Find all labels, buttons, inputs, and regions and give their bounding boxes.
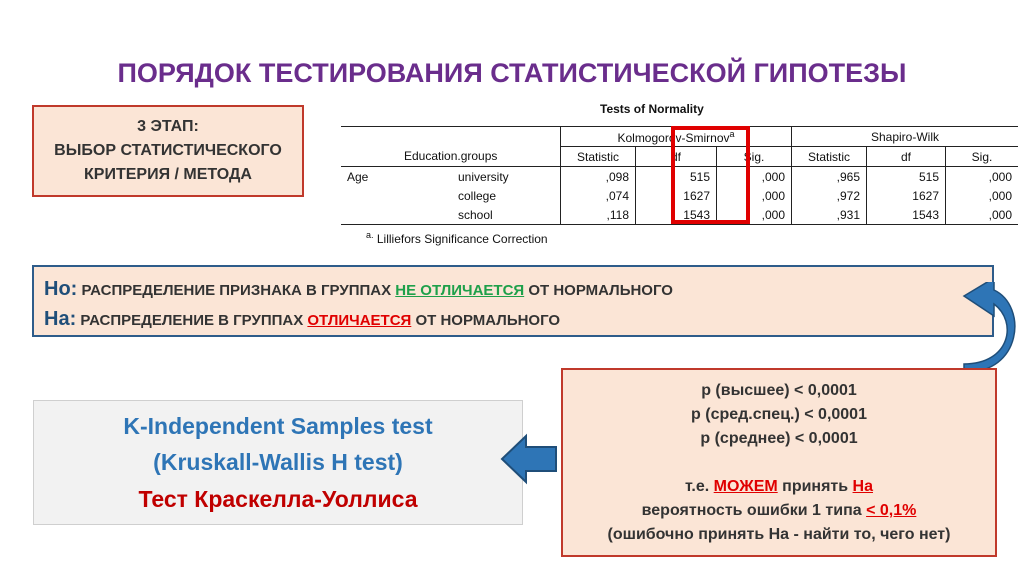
col-header-group: Education.groups bbox=[398, 147, 561, 167]
normality-table bbox=[341, 126, 1018, 225]
row-variable: Age bbox=[347, 169, 369, 184]
table-row bbox=[341, 186, 1018, 205]
cell-sw-df: 515 bbox=[867, 167, 946, 187]
cell-sw-stat: ,965 bbox=[792, 167, 867, 187]
table-title: Tests of Normality bbox=[600, 102, 704, 116]
table-row bbox=[341, 167, 1018, 187]
stage-number: 3 ЭТАП: bbox=[137, 118, 199, 135]
cell-sw-stat: ,931 bbox=[792, 205, 867, 225]
error-note: (ошибочно принять На - найти то, чего нет) bbox=[607, 526, 951, 543]
ks-group-header: Kolmogorov-Smirnov$^a$ bbox=[561, 127, 792, 147]
col-header-sw-statistic: Statistic bbox=[792, 147, 867, 167]
table-row bbox=[341, 205, 1018, 225]
cell-sw-df: 1627 bbox=[867, 186, 946, 205]
cell-sw-sig: ,000 bbox=[988, 188, 1012, 203]
cell-ks-sig: ,000 bbox=[717, 167, 792, 187]
cell-ks-df: 515 bbox=[636, 167, 717, 187]
cell-ks-df: 1543 bbox=[636, 205, 717, 225]
cell-sw-sig: ,000 bbox=[946, 205, 1019, 225]
cell-ks-df: 1627 bbox=[636, 186, 717, 205]
p-higher: p (высшее) < 0,0001 bbox=[701, 382, 857, 399]
p-college: p (сред.спец.) < 0,0001 bbox=[691, 406, 867, 423]
col-header-ks-statistic: Statistic bbox=[561, 147, 636, 167]
hypotheses-box bbox=[32, 265, 994, 337]
row-group: school bbox=[398, 205, 561, 225]
curved-arrow-icon bbox=[958, 282, 1018, 374]
error-probability: вероятность ошибки 1 типа < 0,1% bbox=[641, 502, 917, 519]
test-name-alt: (Kruskall-Wallis H test) bbox=[153, 448, 403, 475]
selected-test-box bbox=[33, 400, 523, 525]
table-footnote: $^{a.}$ Lilliefors Significance Correction bbox=[366, 230, 548, 246]
cell-ks-stat: ,074 bbox=[561, 186, 636, 205]
row-group: university bbox=[398, 167, 561, 187]
cell-ks-sig: ,000 bbox=[717, 186, 792, 205]
conclusion: т.е. МОЖЕМ принять На bbox=[685, 478, 873, 495]
cell-ks-stat: ,098 bbox=[561, 167, 636, 187]
alt-hypothesis: На: РАСПРЕДЕЛЕНИЕ В ГРУППАХ ОТЛИЧАЕТСЯ ОТ НОРМАЛЬНОГО bbox=[44, 308, 561, 330]
p-school: p (среднее) < 0,0001 bbox=[700, 430, 858, 447]
cell-sw-stat: ,972 bbox=[792, 186, 867, 205]
left-arrow-icon bbox=[500, 433, 558, 485]
row-group: college bbox=[398, 186, 561, 205]
stage-box bbox=[32, 105, 304, 197]
col-header-sw-df: df bbox=[867, 147, 946, 167]
cell-sw-df: 1543 bbox=[867, 205, 946, 225]
test-name-ru: Тест Краскелла-Уоллиса bbox=[138, 485, 418, 512]
col-header-sw-sig: Sig. bbox=[946, 147, 1019, 167]
slide-title: ПОРЯДОК ТЕСТИРОВАНИЯ СТАТИСТИЧЕСКОЙ ГИПОТЕЗЫ bbox=[117, 58, 907, 88]
pvalue-box bbox=[561, 368, 997, 557]
null-hypothesis: Но: РАСПРЕДЕЛЕНИЕ ПРИЗНАКА В ГРУППАХ НЕ ОТЛИЧАЕТСЯ ОТ НОРМАЛЬНОГО bbox=[44, 278, 673, 300]
cell-ks-sig: ,000 bbox=[717, 205, 792, 225]
stage-line-3: КРИТЕРИЯ / МЕТОДА bbox=[84, 166, 252, 183]
sw-group-header: Shapiro-Wilk bbox=[792, 127, 1019, 147]
stage-line-2: ВЫБОР СТАТИСТИЧЕСКОГО bbox=[54, 142, 282, 159]
col-header-ks-df: df bbox=[636, 147, 717, 167]
test-name-en: K-Independent Samples test bbox=[123, 412, 433, 439]
col-header-ks-sig: Sig. bbox=[717, 147, 792, 167]
cell-ks-stat: ,118 bbox=[561, 205, 636, 225]
cell-sw-sig: ,000 bbox=[988, 169, 1012, 184]
